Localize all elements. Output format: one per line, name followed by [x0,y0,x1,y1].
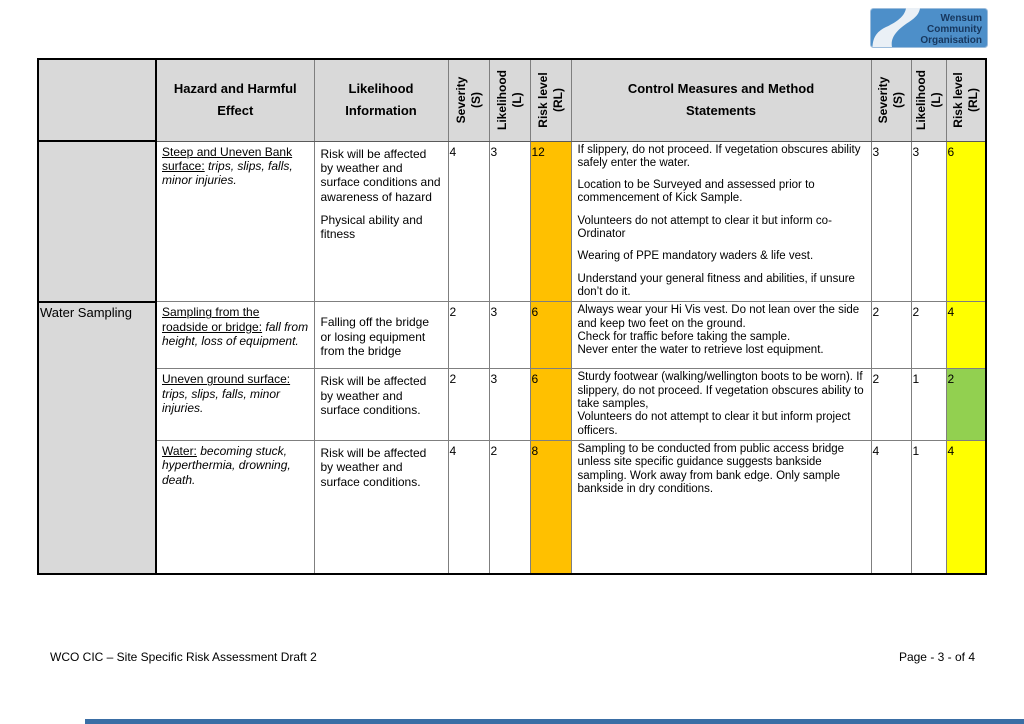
hazard-title: Uneven ground surface: [162,372,291,387]
risk-level-value-1: 6 [530,302,571,369]
control-measures-cell [571,441,871,574]
control-paragraph: If slippery, do not proceed. If vegetation obscures ability safely enter the water. [577,143,861,169]
table-row [38,302,986,369]
control-paragraph: Volunteers do not attempt to clear it but inform project officers. [577,411,851,437]
severity-value-2: 3 [871,141,911,302]
likelihood-value-2: 1 [911,441,946,574]
header-likelihood-2-label: Likelihood (L) [913,70,943,131]
severity-value-1: 2 [448,302,489,369]
likelihood-value-1: 3 [489,302,530,369]
likelihood-value-2: 3 [911,141,946,302]
control-measures-cell [571,141,871,302]
hazard-description: fall from height, loss of equipment. [162,319,309,349]
header-likelihood-2 [911,59,946,141]
likelihood-info-cell [314,302,448,369]
severity-value-2: 4 [871,441,911,574]
table-row [38,369,986,441]
risk-level-value-1: 6 [530,369,571,441]
likelihood-value-2: 2 [911,302,946,369]
header-row [38,59,986,141]
control-paragraph: Wearing of PPE mandatory waders & life vest. [577,250,814,263]
risk-level-value-1: 12 [530,141,571,302]
header-severity-2-label: Severity (S) [876,76,905,124]
control-paragraph: Never enter the water to retrieve lost equipment. [577,344,824,357]
header-risk-level-1 [530,59,571,141]
hazard-cell [156,369,314,441]
control-paragraph: Check for traffic before taking the sample. [577,331,791,344]
header-hazard [156,59,314,141]
likelihood-info-cell [314,441,448,574]
category-cell: Water Sampling [38,302,156,574]
risk-level-value-1: 8 [530,441,571,574]
header-risk-level-1-label: Risk level (RL) [535,72,565,128]
logo-line-2: Community [927,24,982,35]
likelihood-paragraph: Physical ability and fitness [320,213,423,242]
header-hazard-label: Hazard and Harmful Effect [173,81,297,119]
hazard-description: trips, slips, falls, minor injuries. [162,386,281,416]
likelihood-paragraph: Risk will be affected by weather and surface conditions. [320,374,427,418]
severity-value-2: 2 [871,369,911,441]
hazard-title: Steep and Uneven Bank surface: [162,144,293,173]
header-severity-1-label: Severity (S) [453,76,483,124]
control-paragraph: Sturdy footwear (walking/wellington boots to be worn). If slippery, do not proceed. If vegetation obscures ability to take samples, [577,371,864,411]
footer-document-title: WCO CIC – Site Specific Risk Assessment Draft 2 [50,650,317,664]
header-risk-level-2-label: Risk level (RL) [950,72,980,128]
control-paragraph: Volunteers do not attempt to clear it but inform co-Ordinator [577,214,832,241]
header-likelihood-info-label: Likelihood Information [345,81,417,119]
window-edge [85,719,1024,724]
header-severity-1 [448,59,489,141]
control-paragraph: Always wear your Hi Vis vest. Do not lean over the side and keep two feet on the ground. [577,304,860,330]
likelihood-paragraph: Risk will be affected by weather and surface conditions. [320,446,427,489]
severity-value-1: 2 [448,369,489,441]
header-likelihood-1 [489,59,530,141]
logo-line-1: Wensum [940,13,982,24]
header-category-cell [38,59,156,141]
hazard-cell [156,302,314,369]
control-measures-cell [571,302,871,369]
control-paragraph: Location to be Surveyed and assessed prior to commencement of Kick Sample. [577,179,815,205]
table-row [38,441,986,574]
river-icon [870,8,988,48]
hazard-cell [156,141,314,302]
header-likelihood-1-label: Likelihood (L) [494,70,524,131]
hazard-description: becoming stuck, hyperthermia, drowning, death. [162,444,291,487]
wensum-logo [870,8,988,48]
control-paragraph: Understand your general fitness and abilities, if unsure don’t do it. [577,272,855,299]
likelihood-info-cell [314,141,448,302]
severity-value-2: 2 [871,302,911,369]
hazard-title: Water: [162,444,197,459]
header-severity-2 [871,59,911,141]
likelihood-paragraph: Risk will be affected by weather and surface conditions and awareness of hazard [320,146,441,204]
header-controls [571,59,871,141]
risk-level-value-2: 2 [946,369,986,441]
footer-page-number: Page - 3 - of 4 [898,650,975,664]
likelihood-paragraph: Falling off the bridge or losing equipment from the bridge [320,315,430,359]
header-risk-level-2 [946,59,986,141]
risk-assessment-table [37,58,987,575]
risk-level-value-2: 6 [946,141,986,302]
hazard-title: Sampling from the roadside or bridge: [162,305,263,334]
control-paragraph: Sampling to be conducted from public access bridge unless site specific guidance suggests bankside sampling. Work away from bank edge. Only sample bankside in dry conditions. [577,443,845,496]
likelihood-value-1: 3 [489,141,530,302]
hazard-description: trips, slips, falls, minor injuries. [162,158,293,188]
severity-value-1: 4 [448,141,489,302]
risk-level-value-2: 4 [946,302,986,369]
control-measures-cell [571,369,871,441]
table-row [38,141,986,302]
likelihood-value-1: 3 [489,369,530,441]
header-controls-label: Control Measures and Method Statements [627,81,815,119]
severity-value-1: 4 [448,441,489,574]
hazard-cell [156,441,314,574]
likelihood-value-2: 1 [911,369,946,441]
likelihood-info-cell [314,369,448,441]
logo-line-3: Organisation [920,35,982,46]
risk-level-value-2: 4 [946,441,986,574]
category-empty-cell [38,141,156,302]
likelihood-value-1: 2 [489,441,530,574]
header-likelihood-info [314,59,448,141]
